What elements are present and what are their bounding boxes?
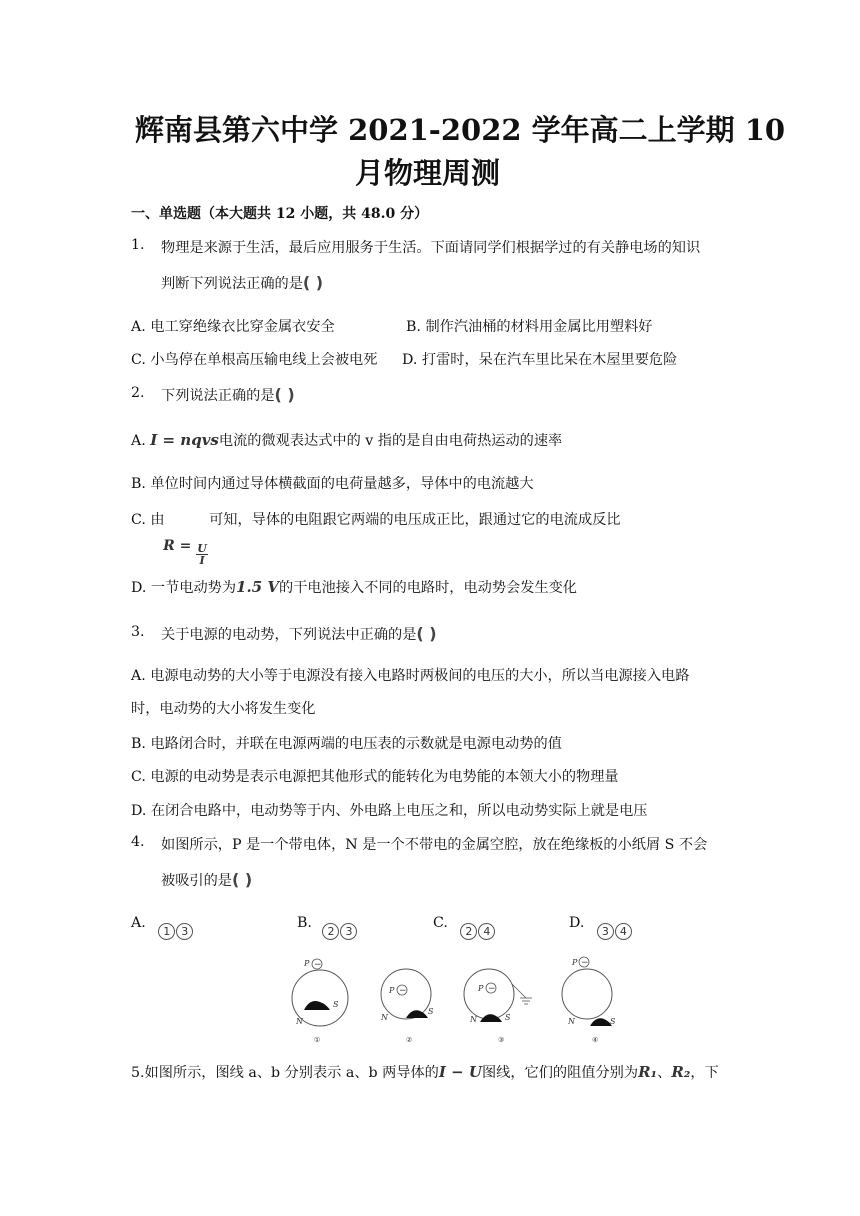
q4-option-b: B. 2 3 [297,915,358,934]
resistance-formula: R = $\frac{U}{I}$ [163,538,207,567]
q4-stem-line1: 如图所示，P 是一个带电体，N 是一个不带电的金属空腔，放在绝缘板的小纸屑 S 不会 [161,837,708,853]
q4-figure [280,952,640,1048]
page-title-line2: 月物理周测 [355,156,501,190]
svg-text:P: P [572,958,578,967]
q4-option-c: C. 2 4 [433,915,496,934]
figure-1 [292,959,348,1044]
svg-text:②: ② [406,1036,413,1044]
svg-text:−: − [581,958,589,968]
svg-text:−: − [314,960,322,970]
svg-text:S: S [610,1017,616,1026]
q2-option-d: D. 一节电动势为1.5 V的干电池接入不同的电路时，电动势会发生变化 [131,578,577,596]
circled-number: 4 [478,923,495,940]
q2-option-a: A. I = nqvs电流的微观表达式中的 v 指的是自由电荷热运动的速率 [131,431,563,449]
q3-option-c: C. 电源的电动势是表示电源把其他形式的能转化为电势能的本领大小的物理量 [131,769,619,785]
q2-option-b: B. 单位时间内通过导体横截面的电荷量越多，导体中的电流越大 [131,476,534,492]
svg-text:P: P [478,984,484,993]
q3-stem: 关于电源的电动势，下列说法中正确的是( ) [161,624,437,643]
svg-text:N: N [381,1013,388,1022]
svg-text:③: ③ [498,1036,505,1044]
circled-number: 3 [340,923,357,940]
q3-option-a-line2: 时，电动势的大小将发生变化 [131,701,316,717]
q4-option-a: A. 1 3 [131,915,194,934]
circled-number: 2 [460,923,477,940]
svg-text:S: S [505,1013,511,1022]
svg-text:−: − [488,984,496,994]
answer-blank: ( ) [416,624,437,643]
figure-2 [380,969,434,1044]
q1-option-b: B. 制作汽油桶的材料用金属比用塑料好 [406,319,653,335]
q1-option-d: D. 打雷时，呆在汽车里比呆在木屋里要危险 [402,352,678,368]
emf-value: 1.5 V [236,578,280,596]
current-formula: I = nqvs [150,431,219,449]
figure-4 [562,957,616,1044]
q5-stem: 5.如图所示，图线 a、b 分别表示 a、b 两导体的I − U图线，它们的阻值分别为R₁、R₂，下 [131,1063,719,1081]
q3-option-b: B. 电路闭合时，并联在电源两端的电压表的示数就是电源电动势的值 [131,736,562,752]
answer-blank: ( ) [231,870,253,889]
q4-number: 4. [131,834,145,850]
q2-stem: 下列说法正确的是( ) [161,385,295,404]
svg-text:−: − [399,986,407,996]
figure-3 [464,969,532,1044]
svg-text:N: N [470,1015,477,1024]
page-title-line1: 辉南县第六中学 2021-2022 学年高二上学期 10 [135,113,786,147]
q3-option-a-line1: A. 电源电动势的大小等于电源没有接入电路时两极间的电压的大小，所以当电源接入电路 [131,668,690,684]
circled-number: 4 [615,923,632,940]
q2-number: 2. [131,385,145,401]
svg-text:N: N [568,1017,575,1026]
q1-number: 1. [131,237,145,253]
q1-stem-line1: 物理是来源于生活，最后应用服务于生活。下面请同学们根据学过的有关静电场的知识 [161,240,701,256]
answer-blank: ( ) [274,385,295,404]
q2-option-c: C. 由 R = $\frac{U}{I}$ 可知，导体的电阻跟它两端的电压成正比，跟通过它的电流成反比 [131,512,621,567]
q1-stem-line2: 判断下列说法正确的是( ) [161,273,324,292]
answer-blank: ( ) [302,273,324,292]
q4-stem-line2: 被吸引的是( ) [161,870,253,889]
svg-text:①: ① [314,1036,321,1044]
circled-number: 2 [322,923,339,940]
svg-text:N: N [296,1017,303,1026]
q3-number: 3. [131,624,145,640]
q1-option-c: C. 小鸟停在单根高压输电线上会被电死 [131,352,378,368]
iu-graph-label: I − U [438,1063,482,1081]
svg-text:S: S [333,1000,339,1009]
svg-text:P: P [389,986,395,995]
svg-text:P: P [304,959,310,968]
circled-number: 3 [597,923,614,940]
q1-option-a: A. 电工穿绝缘衣比穿金属衣安全 [131,319,335,335]
resistance-r1: R₁ [638,1063,658,1081]
q4-option-d: D. 3 4 [569,915,633,934]
svg-text:S: S [428,1007,434,1016]
svg-text:④: ④ [592,1036,599,1044]
section-heading: 一、单选题（本大题共 12 小题，共 48.0 分） [131,206,429,222]
circled-number: 3 [176,923,193,940]
resistance-r2: R₂ [671,1063,691,1081]
q3-option-d: D. 在闭合电路中，电动势等于内、外电路上电压之和，所以电动势实际上就是电压 [131,803,648,819]
circled-number: 1 [158,923,175,940]
